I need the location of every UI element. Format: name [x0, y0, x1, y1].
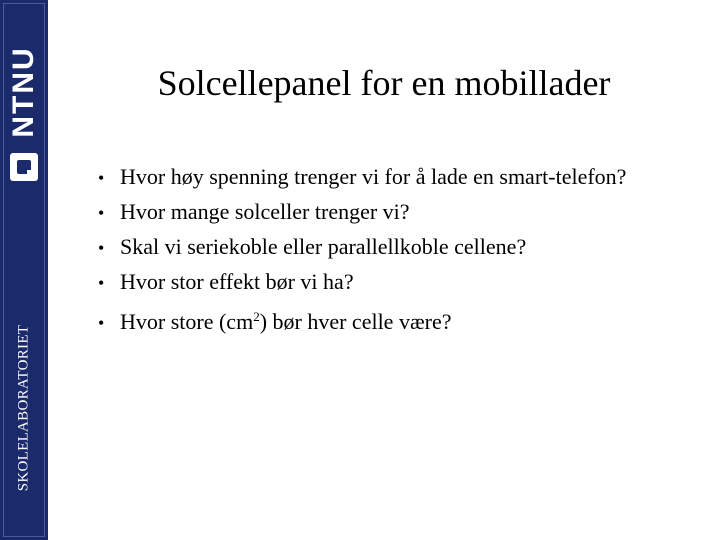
bullet-text-before: Hvor store (cm	[120, 309, 254, 334]
bullet-dot: •	[98, 273, 105, 293]
ntnu-logo-icon	[10, 153, 38, 181]
bullet-dot: •	[98, 168, 105, 188]
bullet-text	[120, 300, 451, 338]
bullet-item	[98, 160, 626, 195]
bullet-dot: •	[98, 238, 105, 258]
bullet-text: Hvor mange solceller trenger vi?	[120, 199, 410, 224]
ntnu-logo-text: NTNU	[7, 46, 40, 138]
bullet-dot: •	[98, 313, 105, 333]
bullet-text: Hvor stor effekt bør vi ha?	[120, 269, 354, 294]
bullet-dot: •	[98, 203, 105, 223]
sidebar	[0, 0, 48, 540]
bullet-text: Hvor høy spenning trenger vi for å lade en smart-telefon?	[120, 164, 627, 189]
bullet-item	[98, 300, 626, 340]
superscript-two: 2	[253, 309, 260, 324]
slide-title: Solcellepanel for en mobillader	[157, 63, 611, 103]
bullet-item	[98, 195, 626, 230]
bullet-item	[98, 230, 626, 265]
skolelaboratoriet-label: SKOLELABORATORIET	[15, 324, 32, 492]
bullet-list	[98, 160, 626, 340]
bullet-text-after: ) bør hver celle være?	[259, 309, 452, 334]
bullet-text: Skal vi seriekoble eller parallellkoble cellene?	[120, 234, 527, 259]
bullet-item	[98, 265, 626, 300]
